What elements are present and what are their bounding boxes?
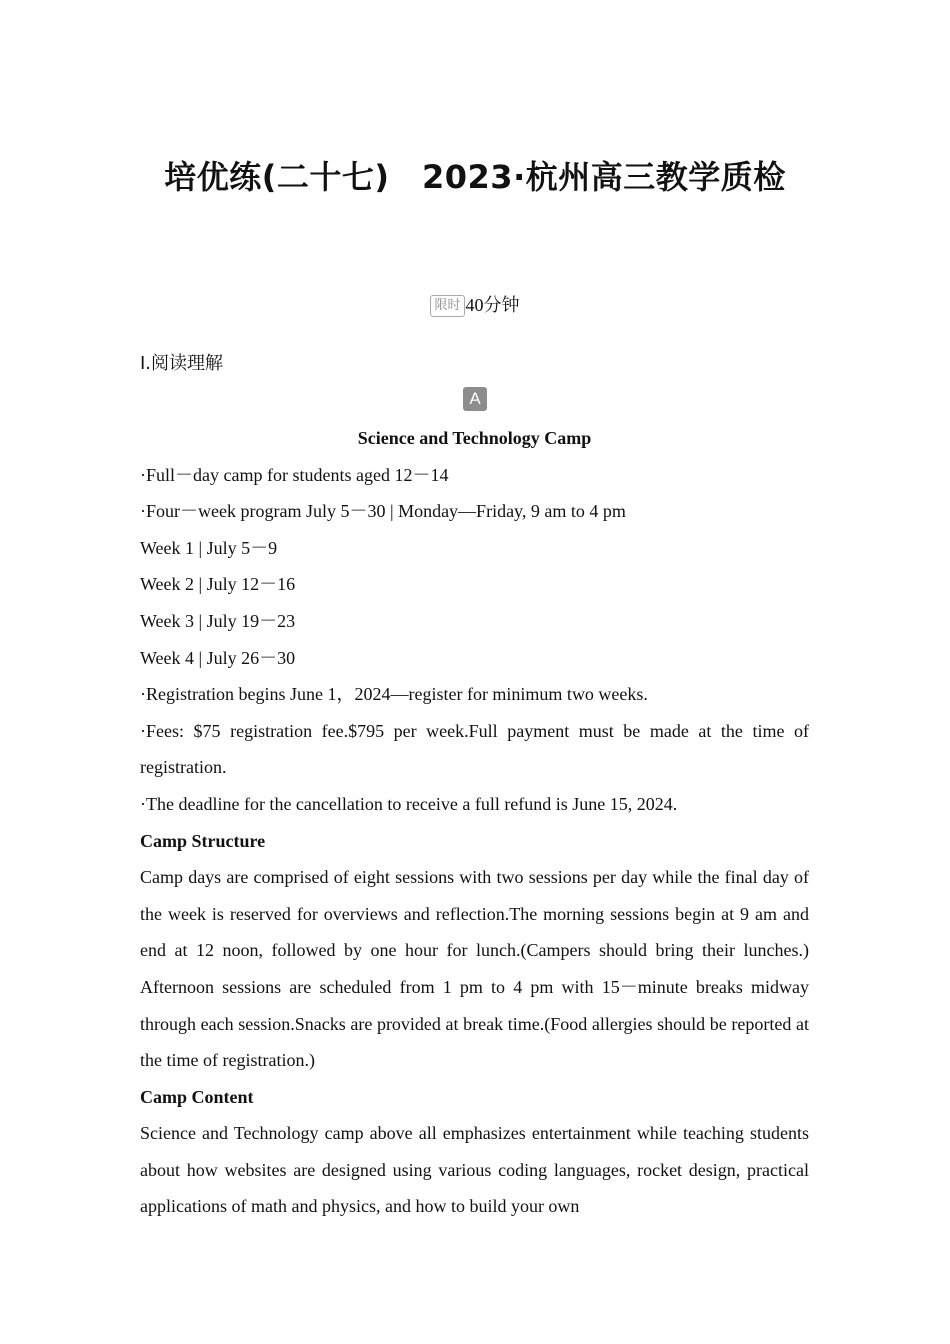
week-line: Week 1 | July 5－9 bbox=[140, 537, 278, 558]
week-line: Week 3 | July 19－23 bbox=[140, 610, 296, 631]
passage-body bbox=[140, 420, 809, 1225]
section-heading: Ⅰ.阅读理解 bbox=[140, 353, 224, 374]
content-heading: Camp Content bbox=[140, 1086, 254, 1107]
time-limit-value: 40分钟 bbox=[465, 295, 520, 315]
time-limit-badge: 限时 bbox=[430, 295, 464, 317]
passage-title: Science and Technology Camp bbox=[357, 428, 592, 448]
passage-letter-badge: A bbox=[463, 387, 487, 411]
list-item: ·Fees: $75 registration fee.$795 per week.Full payment must be made at the time of registration. bbox=[140, 720, 809, 778]
list-item: ·The deadline for the cancellation to receive a full refund is June 15, 2024. bbox=[140, 793, 678, 814]
structure-heading: Camp Structure bbox=[140, 830, 266, 851]
page-title: 培优练(二十七) 2023·杭州高三教学质检 bbox=[164, 158, 786, 196]
time-limit bbox=[0, 290, 950, 320]
list-item: ·Registration begins June 1，2024—register for minimum two weeks. bbox=[140, 684, 648, 705]
week-line: Week 2 | July 12－16 bbox=[140, 574, 296, 595]
list-item: ·Four－week program July 5－30 | Monday—Friday, 9 am to 4 pm bbox=[140, 501, 626, 522]
list-item: ·Full－day camp for students aged 12－14 bbox=[140, 464, 449, 485]
structure-paragraph: Camp days are comprised of eight sessions with two sessions per day while the final day of the week is reserved for overviews and reflection.The morning sessions begin at 9 am and end at 12 noon, followed by one hour for lunch.(Campers should bring their lunches.) Afternoon sessions are scheduled from 1 pm to 4 pm with 15－minute breaks midway through each session.Snacks are provided at break time.(Food allergies should be reported at the time of registration.) bbox=[140, 867, 809, 1071]
week-line: Week 4 | July 26－30 bbox=[140, 647, 296, 668]
content-paragraph: Science and Technology camp above all emphasizes entertainment while teaching students about how websites are designed using various coding languages, rocket design, practical applications of math and physics, and how to build your own bbox=[140, 1123, 809, 1217]
